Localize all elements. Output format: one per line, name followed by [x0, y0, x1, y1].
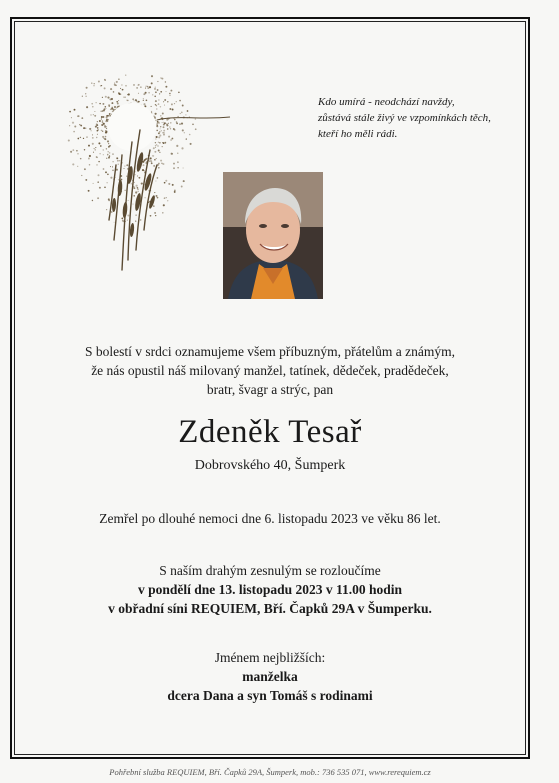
announcement-line-3: bratr, švagr a strýc, pan — [206, 382, 334, 397]
mourner-spouse: manželka — [242, 669, 298, 684]
funeral-service-footer: Pohřební služba REQUIEM, Bří. Čapků 29A, Šumperk, mob.: 736 535 071, www.rerequiem.cz — [109, 767, 431, 777]
mourner-children: dcera Dana a syn Tomáš s rodinami — [167, 688, 373, 703]
farewell-info — [40, 561, 500, 618]
deceased-name: Zdeněk Tesař — [178, 414, 362, 450]
portrait-photo — [223, 172, 323, 299]
mourners-block — [40, 648, 500, 705]
mourners-intro: Jménem nejbližších: — [214, 650, 326, 665]
farewell-line-1: S naším drahým zesnulým se rozloučíme — [159, 563, 381, 578]
quote-line-2: zůstává stále živý ve vzpomínkách těch, — [318, 112, 491, 124]
quote-line-1: Kdo umírá - neodchází navždy, — [318, 96, 455, 108]
moon-grass-emblem — [62, 70, 237, 275]
farewell-date: v pondělí dne 13. listopadu 2023 v 11.00 hodin — [137, 582, 403, 597]
announcement-text — [40, 342, 500, 399]
farewell-venue: v obřadní síni REQUIEM, Bří. Čapků 29A v Šumperku. — [108, 601, 432, 616]
quote-line-3: kteří ho měli rádi. — [318, 128, 398, 140]
memorial-quote — [318, 94, 491, 142]
death-notice: Zemřel po dlouhé nemoci dne 6. listopadu 2023 ve věku 86 let. — [99, 511, 441, 526]
announcement-line-1: S bolestí v srdci oznamujeme všem příbuzným, přátelům a známým, — [84, 344, 456, 359]
announcement-line-2: že nás opustil náš milovaný manžel, tatínek, dědeček, pradědeček, — [91, 363, 449, 378]
deceased-address: Dobrovského 40, Šumperk — [194, 458, 346, 473]
